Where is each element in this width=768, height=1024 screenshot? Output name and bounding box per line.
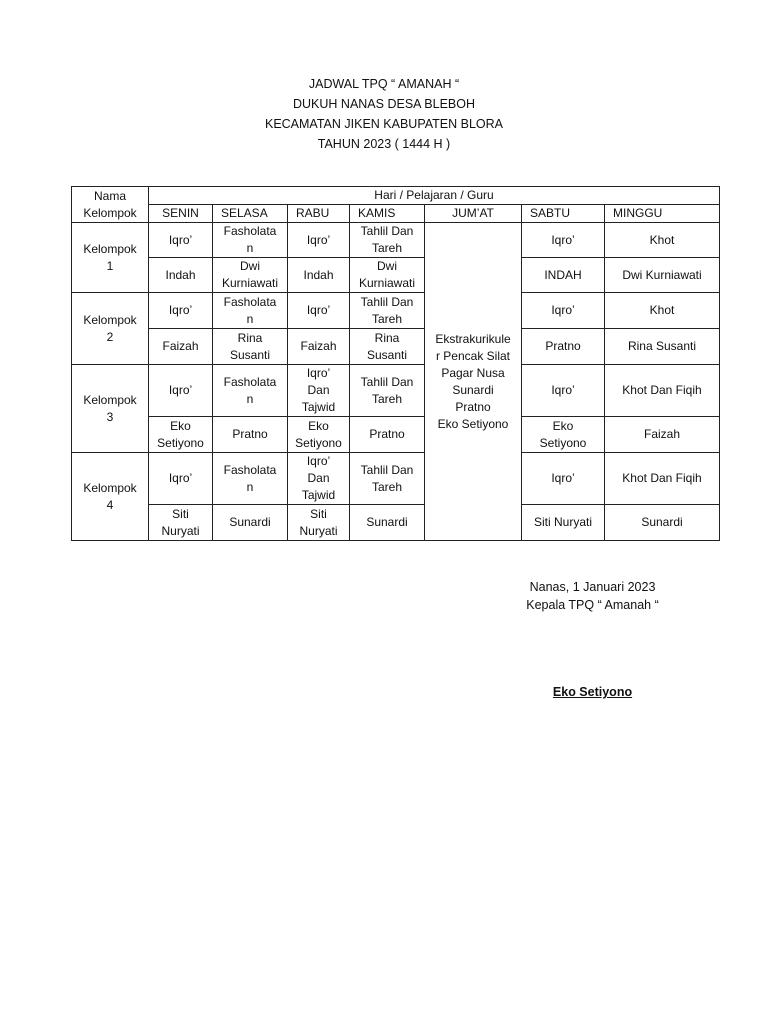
signature-name: Eko Setiyono (552, 685, 633, 699)
lesson-cell: Khot (605, 223, 720, 258)
group-name: Kelompok 2 (72, 293, 149, 365)
lesson-cell: Iqro’ (149, 365, 213, 417)
day-header-minggu: MINGGU (605, 205, 720, 223)
table-row (72, 505, 720, 541)
group-name: Kelompok 1 (72, 223, 149, 293)
lesson-cell: Fasholata n (213, 293, 288, 329)
day-lesson-teacher-header: Hari / Pelajaran / Guru (149, 187, 720, 205)
teacher-cell: Rina Susanti (213, 329, 288, 365)
table-row (72, 223, 720, 258)
signature-block (510, 578, 675, 614)
lesson-cell: Iqro’ (522, 293, 605, 329)
header-title: JADWAL TPQ “ AMANAH “ (308, 77, 460, 91)
day-header-senin: SENIN (149, 205, 213, 223)
signature-place-date: Nanas, 1 Januari 2023 (529, 580, 656, 594)
lesson-cell: Iqro’ (522, 453, 605, 505)
table-row (72, 258, 720, 293)
lesson-cell: Iqro’ (522, 223, 605, 258)
lesson-cell: Iqro’ (149, 293, 213, 329)
lesson-cell: Iqro’ (288, 293, 350, 329)
teacher-cell: Eko Setiyono (288, 417, 350, 453)
teacher-cell: Dwi Kurniawati (213, 258, 288, 293)
lesson-cell: Iqro’ Dan Tajwid (288, 365, 350, 417)
day-header-rabu: RABU (288, 205, 350, 223)
lesson-cell: Tahlil Dan Tareh (350, 223, 425, 258)
table-row (72, 293, 720, 329)
teacher-cell: Sunardi (605, 505, 720, 541)
group-column-header: Nama Kelompok (72, 187, 149, 223)
teacher-cell: Dwi Kurniawati (605, 258, 720, 293)
document-header (0, 74, 768, 154)
lesson-cell: Fasholata n (213, 365, 288, 417)
teacher-cell: Rina Susanti (350, 329, 425, 365)
table-row (72, 365, 720, 417)
lesson-cell: Iqro’ Dan Tajwid (288, 453, 350, 505)
lesson-cell: Iqro’ (149, 453, 213, 505)
jumat-activity-cell: Ekstrakurikule r Pencak Silat Pagar Nusa Sunardi Pratno Eko Setiyono (425, 223, 522, 541)
day-header-kamis: KAMIS (350, 205, 425, 223)
day-header-jumat: JUM’AT (425, 205, 522, 223)
teacher-cell: Faizah (149, 329, 213, 365)
lesson-cell: Fasholata n (213, 453, 288, 505)
lesson-cell: Iqro’ (288, 223, 350, 258)
teacher-cell: Pratno (350, 417, 425, 453)
teacher-cell: Sunardi (213, 505, 288, 541)
teacher-cell: Eko Setiyono (522, 417, 605, 453)
lesson-cell: Tahlil Dan Tareh (350, 365, 425, 417)
day-header-sabtu: SABTU (522, 205, 605, 223)
group-name: Kelompok 4 (72, 453, 149, 541)
lesson-cell: Iqro’ (149, 223, 213, 258)
teacher-cell: Pratno (522, 329, 605, 365)
day-header-selasa: SELASA (213, 205, 288, 223)
teacher-cell: Siti Nuryati (522, 505, 605, 541)
header-district: KECAMATAN JIKEN KABUPATEN BLORA (264, 117, 503, 131)
lesson-cell: Khot (605, 293, 720, 329)
teacher-cell: Sunardi (350, 505, 425, 541)
header-location: DUKUH NANAS DESA BLEBOH (293, 97, 475, 111)
lesson-cell: Tahlil Dan Tareh (350, 453, 425, 505)
teacher-cell: Rina Susanti (605, 329, 720, 365)
lesson-cell: Tahlil Dan Tareh (350, 293, 425, 329)
lesson-cell: Iqro’ (522, 365, 605, 417)
teacher-cell: INDAH (522, 258, 605, 293)
teacher-cell: Siti Nuryati (149, 505, 213, 541)
teacher-cell: Faizah (605, 417, 720, 453)
lesson-cell: Khot Dan Fiqih (605, 453, 720, 505)
teacher-cell: Indah (288, 258, 350, 293)
teacher-cell: Siti Nuryati (288, 505, 350, 541)
teacher-cell: Faizah (288, 329, 350, 365)
teacher-cell: Dwi Kurniawati (350, 258, 425, 293)
header-year: TAHUN 2023 ( 1444 H ) (317, 137, 451, 151)
lesson-cell: Fasholata n (213, 223, 288, 258)
signature-role: Kepala TPQ “ Amanah “ (526, 598, 659, 612)
lesson-cell: Khot Dan Fiqih (605, 365, 720, 417)
teacher-cell: Eko Setiyono (149, 417, 213, 453)
table-row (72, 453, 720, 505)
teacher-cell: Indah (149, 258, 213, 293)
table-row (72, 329, 720, 365)
schedule-table (71, 186, 720, 541)
teacher-cell: Pratno (213, 417, 288, 453)
group-name: Kelompok 3 (72, 365, 149, 453)
table-row (72, 417, 720, 453)
